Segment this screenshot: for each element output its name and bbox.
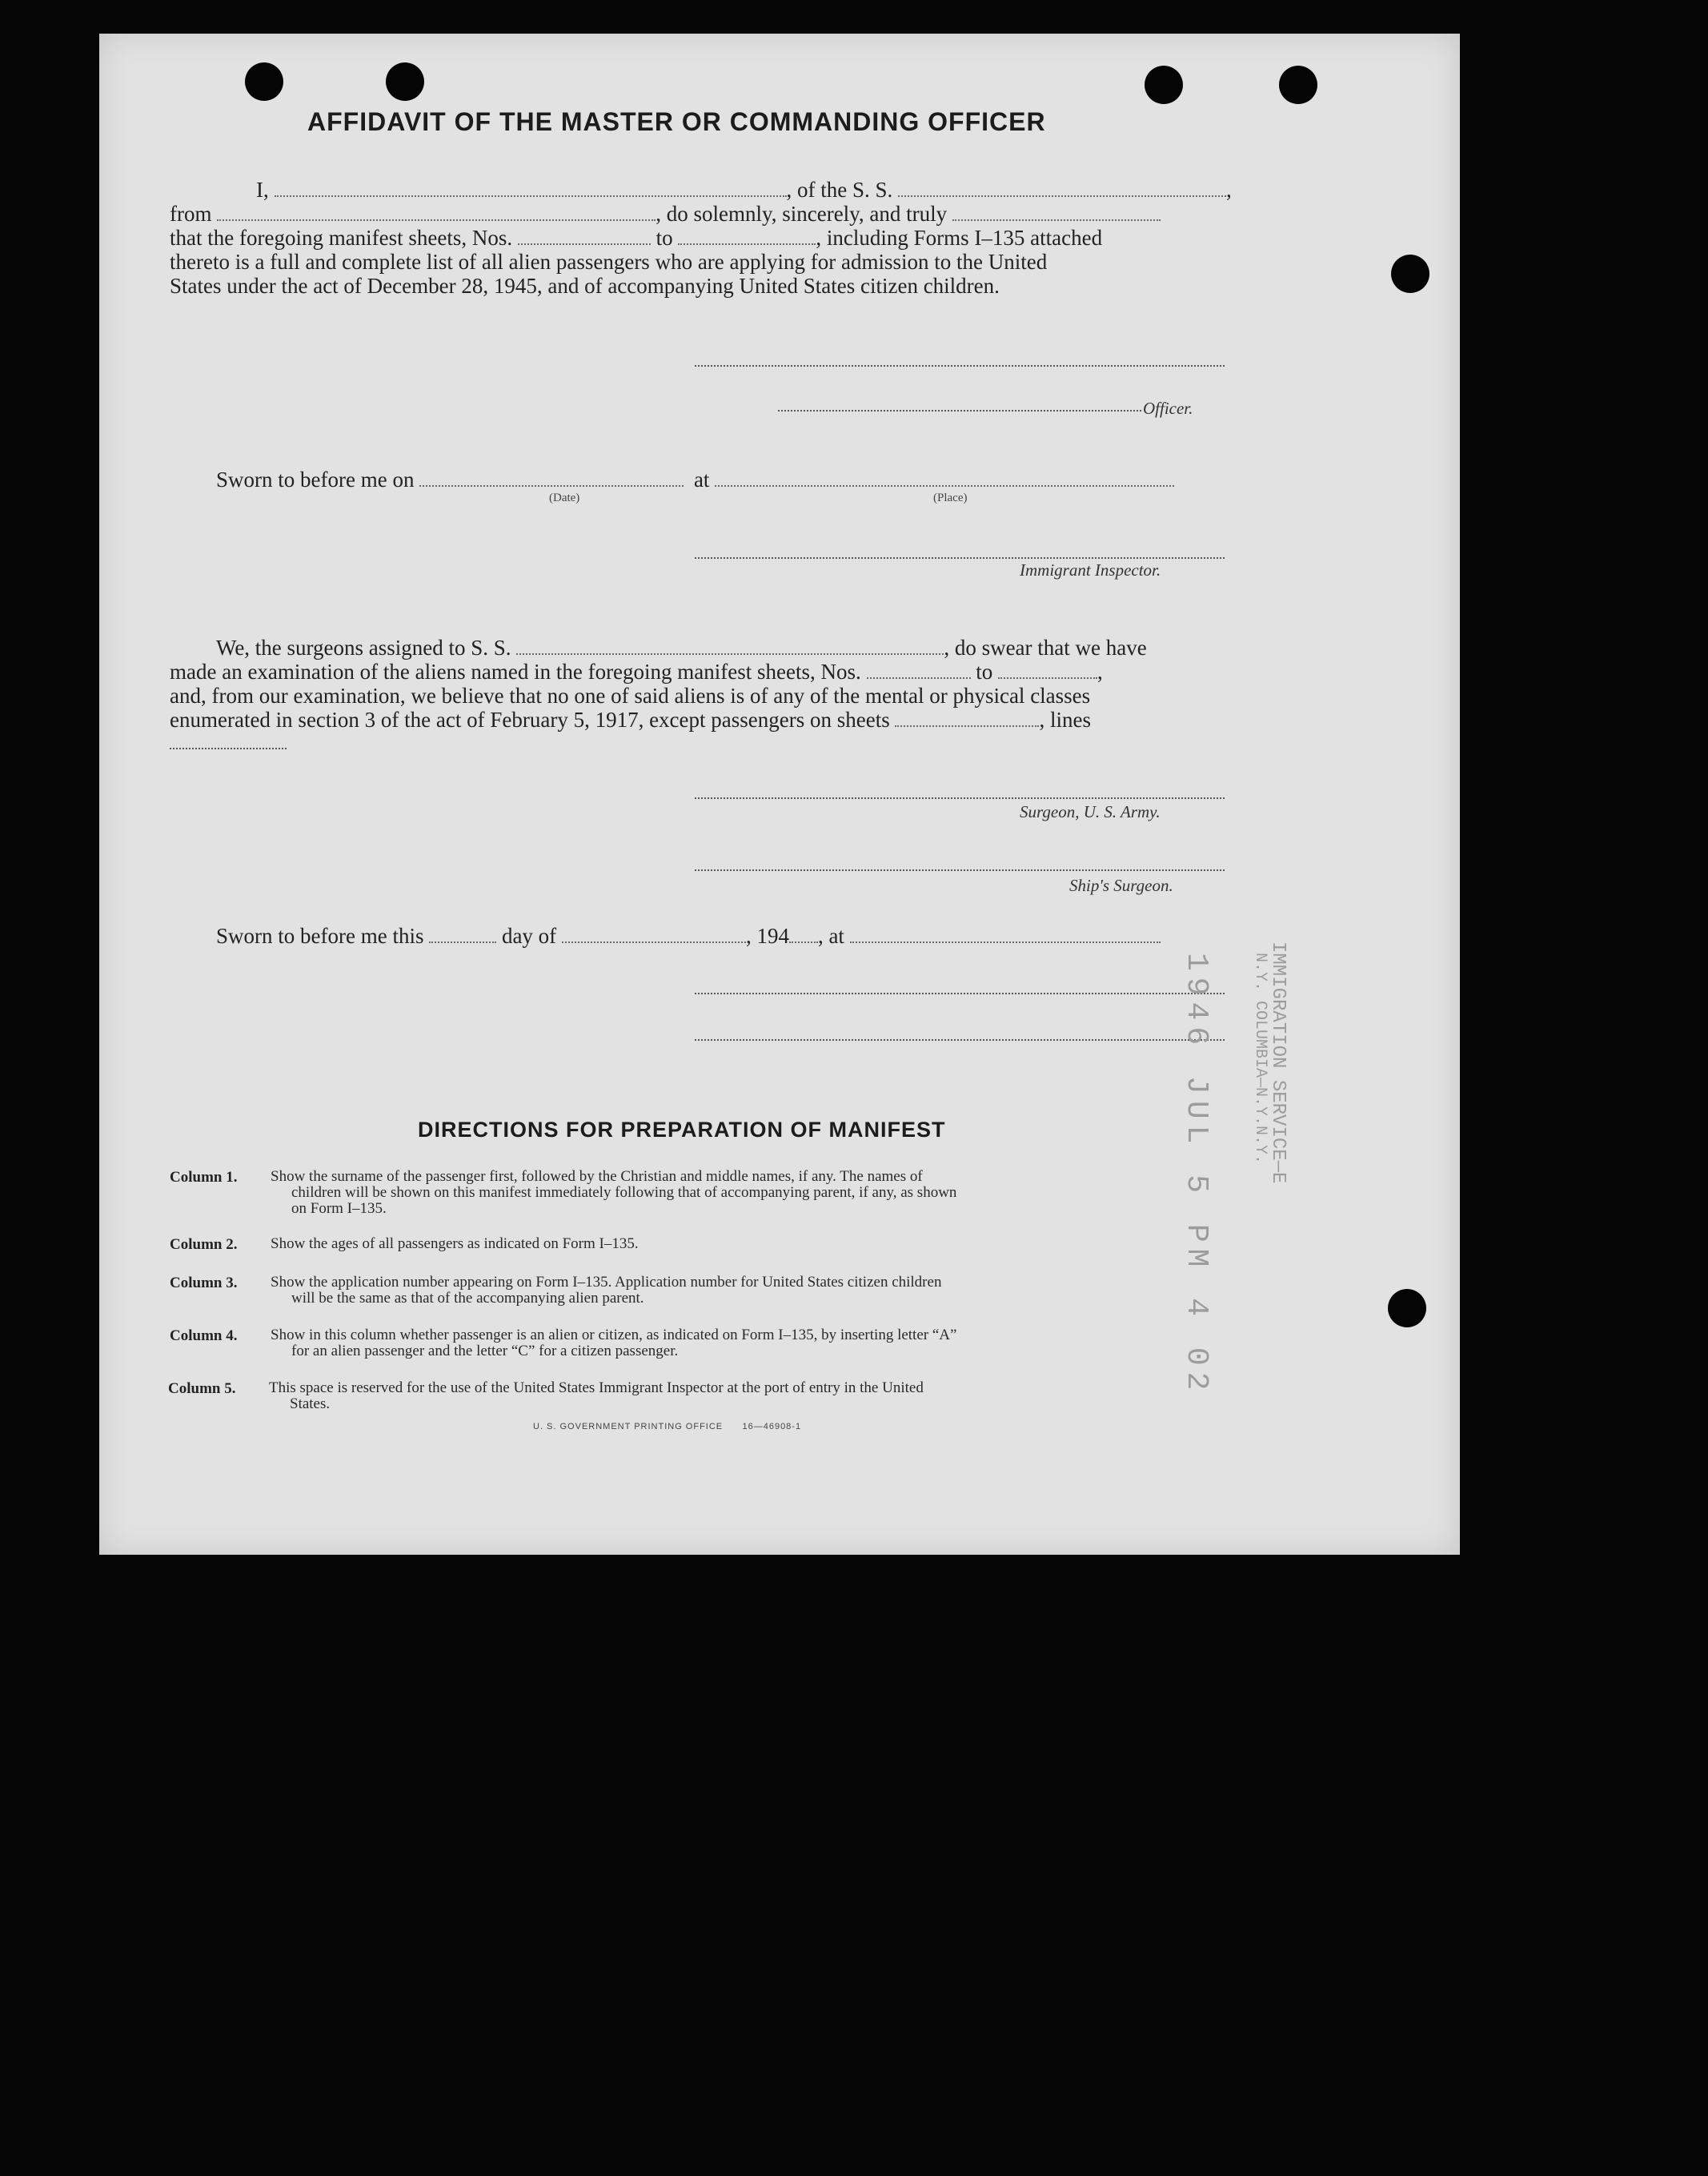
ship-blank [898,179,1226,197]
truly-blank [952,203,1161,221]
punch-hole [1388,1289,1426,1327]
sheets-blank [895,709,1039,727]
column-2-label: Column 2. [170,1236,238,1253]
surgeons-line2-b: to [976,660,993,684]
officer-caption: Officer. [1143,399,1193,418]
affidavit-title: AFFIDAVIT OF THE MASTER OR COMMANDING OFFICER [307,107,1046,136]
affidavit-line-2 [170,202,1161,227]
column-2-text-1: Show the ages of all passengers as indicated on Form I–135. [271,1235,639,1252]
directions-title: DIRECTIONS FOR PREPARATION OF MANIFEST [418,1118,946,1142]
sheet-from-blank [518,227,651,245]
surgeons-from-blank [867,661,971,679]
army-surgeon-caption: Surgeon, U. S. Army. [1020,802,1161,821]
sworn2-day-blank [429,925,496,943]
column-4-text-1: Show in this column whether passenger is an alien or citizen, as indicated on Form I–135, by inserting letter “A” [271,1327,957,1343]
sworn-place-blank [715,469,1174,487]
printing-office-footer: U. S. GOVERNMENT PRINTING OFFICE 16—46908-1 [533,1422,802,1431]
sheet-to-blank [678,227,816,245]
surgeons-to-blank [998,661,1097,679]
column-1-text-2: children will be shown on this manifest immediately following that of accompanying parent, if any, as shown [291,1184,957,1201]
column-1-text-1: Show the surname of the passenger first, followed by the Christian and middle names, if any. The names of [271,1168,923,1185]
affidavit-line1-c: , [1226,178,1232,202]
sworn2-d: , at [817,924,844,948]
affidavit-line3-c: , including Forms I–135 attached [816,226,1103,250]
column-5-text-1: This space is reserved for the use of the United States Immigrant Inspector at the port of entry in the United [269,1379,924,1396]
column-5-label: Column 5. [168,1380,236,1397]
sworn2-signature-line-1 [695,993,1225,994]
surgeons-line-1 [216,636,1147,660]
column-4-text-2: for an alien passenger and the letter “C” for a citizen passenger. [291,1343,679,1359]
sworn2-c: , 194 [745,924,789,948]
surgeons-line1-b: , do swear that we have [944,636,1147,660]
surgeons-ship-blank [516,637,944,655]
ship-surgeon-signature-line [695,869,1225,871]
punch-hole [386,62,424,101]
sworn1-a: Sworn to before me on [216,468,415,492]
sworn2-place-blank [850,925,1161,943]
receiving-stamp-office-1: IMMIGRATION SERVICE—E [1267,941,1289,1184]
column-3-label: Column 3. [170,1275,238,1291]
receiving-stamp-date: 1946 JUL 5 PM 4 02 [1179,953,1213,1397]
column-1-label: Column 1. [170,1169,238,1186]
surgeons-line1-a: We, the surgeons assigned to S. S. [216,636,511,660]
sworn2-year-blank [789,925,818,943]
sworn2-signature-line-2 [695,1039,1225,1041]
place-caption: (Place) [933,492,968,504]
affidavit-line-5: States under the act of December 28, 1945, and of accompanying United States citizen children. [170,274,1000,298]
master-signature-line [695,365,1225,367]
army-surgeon-signature-line [695,797,1225,799]
surgeons-line4-b: , lines [1039,708,1091,732]
affidavit-line3-b: to [656,226,673,250]
form-page [99,34,1460,1555]
punch-hole [1145,66,1183,104]
surgeons-line2-a: made an examination of the aliens named in the foregoing manifest sheets, Nos. [170,660,861,684]
officer-signature-line [778,410,1141,412]
ship-surgeon-caption: Ship's Surgeon. [1069,876,1173,895]
lines-blank [170,748,287,749]
date-caption: (Date) [549,492,580,504]
surgeons-line4-a: enumerated in section 3 of the act of February 5, 1917, except passengers on sheets [170,708,890,732]
affidavit-line1-b: , of the S. S. [786,178,893,202]
surgeons-line-4 [170,708,1091,733]
sworn2-month-blank [562,925,746,943]
affidavit-line1-a: I, [256,178,269,202]
receiving-stamp-office-2: N.Y. COLUMBIA—N.Y.N.Y. [1251,953,1269,1165]
inspector-signature-line [695,557,1225,559]
name-blank [275,179,787,197]
affidavit-line2-b: , do solemnly, sincerely, and truly [656,202,948,226]
punch-hole [1279,66,1317,104]
surgeons-line2-c: , [1097,660,1103,684]
column-4-label: Column 4. [170,1327,238,1344]
column-1-text-3: on Form I–135. [291,1200,387,1217]
sworn-statement-1 [216,468,1174,492]
affidavit-line2-a: from [170,202,212,226]
surgeons-line-3: and, from our examination, we believe that no one of said aliens is of any of the mental or physical classes [170,684,1091,708]
column-5-text-2: States. [290,1395,331,1412]
sworn2-a: Sworn to before me this [216,924,424,948]
column-3-text-1: Show the application number appearing on Form I–135. Application number for United States citizen children [271,1274,942,1291]
punch-hole [245,62,283,101]
affidavit-line-4: thereto is a full and complete list of all alien passengers who are applying for admission to the United [170,250,1048,274]
sworn2-b: day of [501,924,557,948]
column-3-text-2: will be the same as that of the accompanying alien parent. [291,1290,644,1307]
affidavit-line-1 [211,178,1324,203]
affidavit-line-3 [170,226,1102,251]
affidavit-line3-a: that the foregoing manifest sheets, Nos. [170,226,513,250]
sworn-date-blank [419,469,684,487]
surgeons-line-2 [170,660,1103,685]
port-blank [217,203,656,221]
sworn1-b: at [693,468,710,492]
punch-hole [1391,255,1429,293]
sworn-statement-2 [216,924,1161,949]
inspector-caption: Immigrant Inspector. [1020,560,1161,580]
